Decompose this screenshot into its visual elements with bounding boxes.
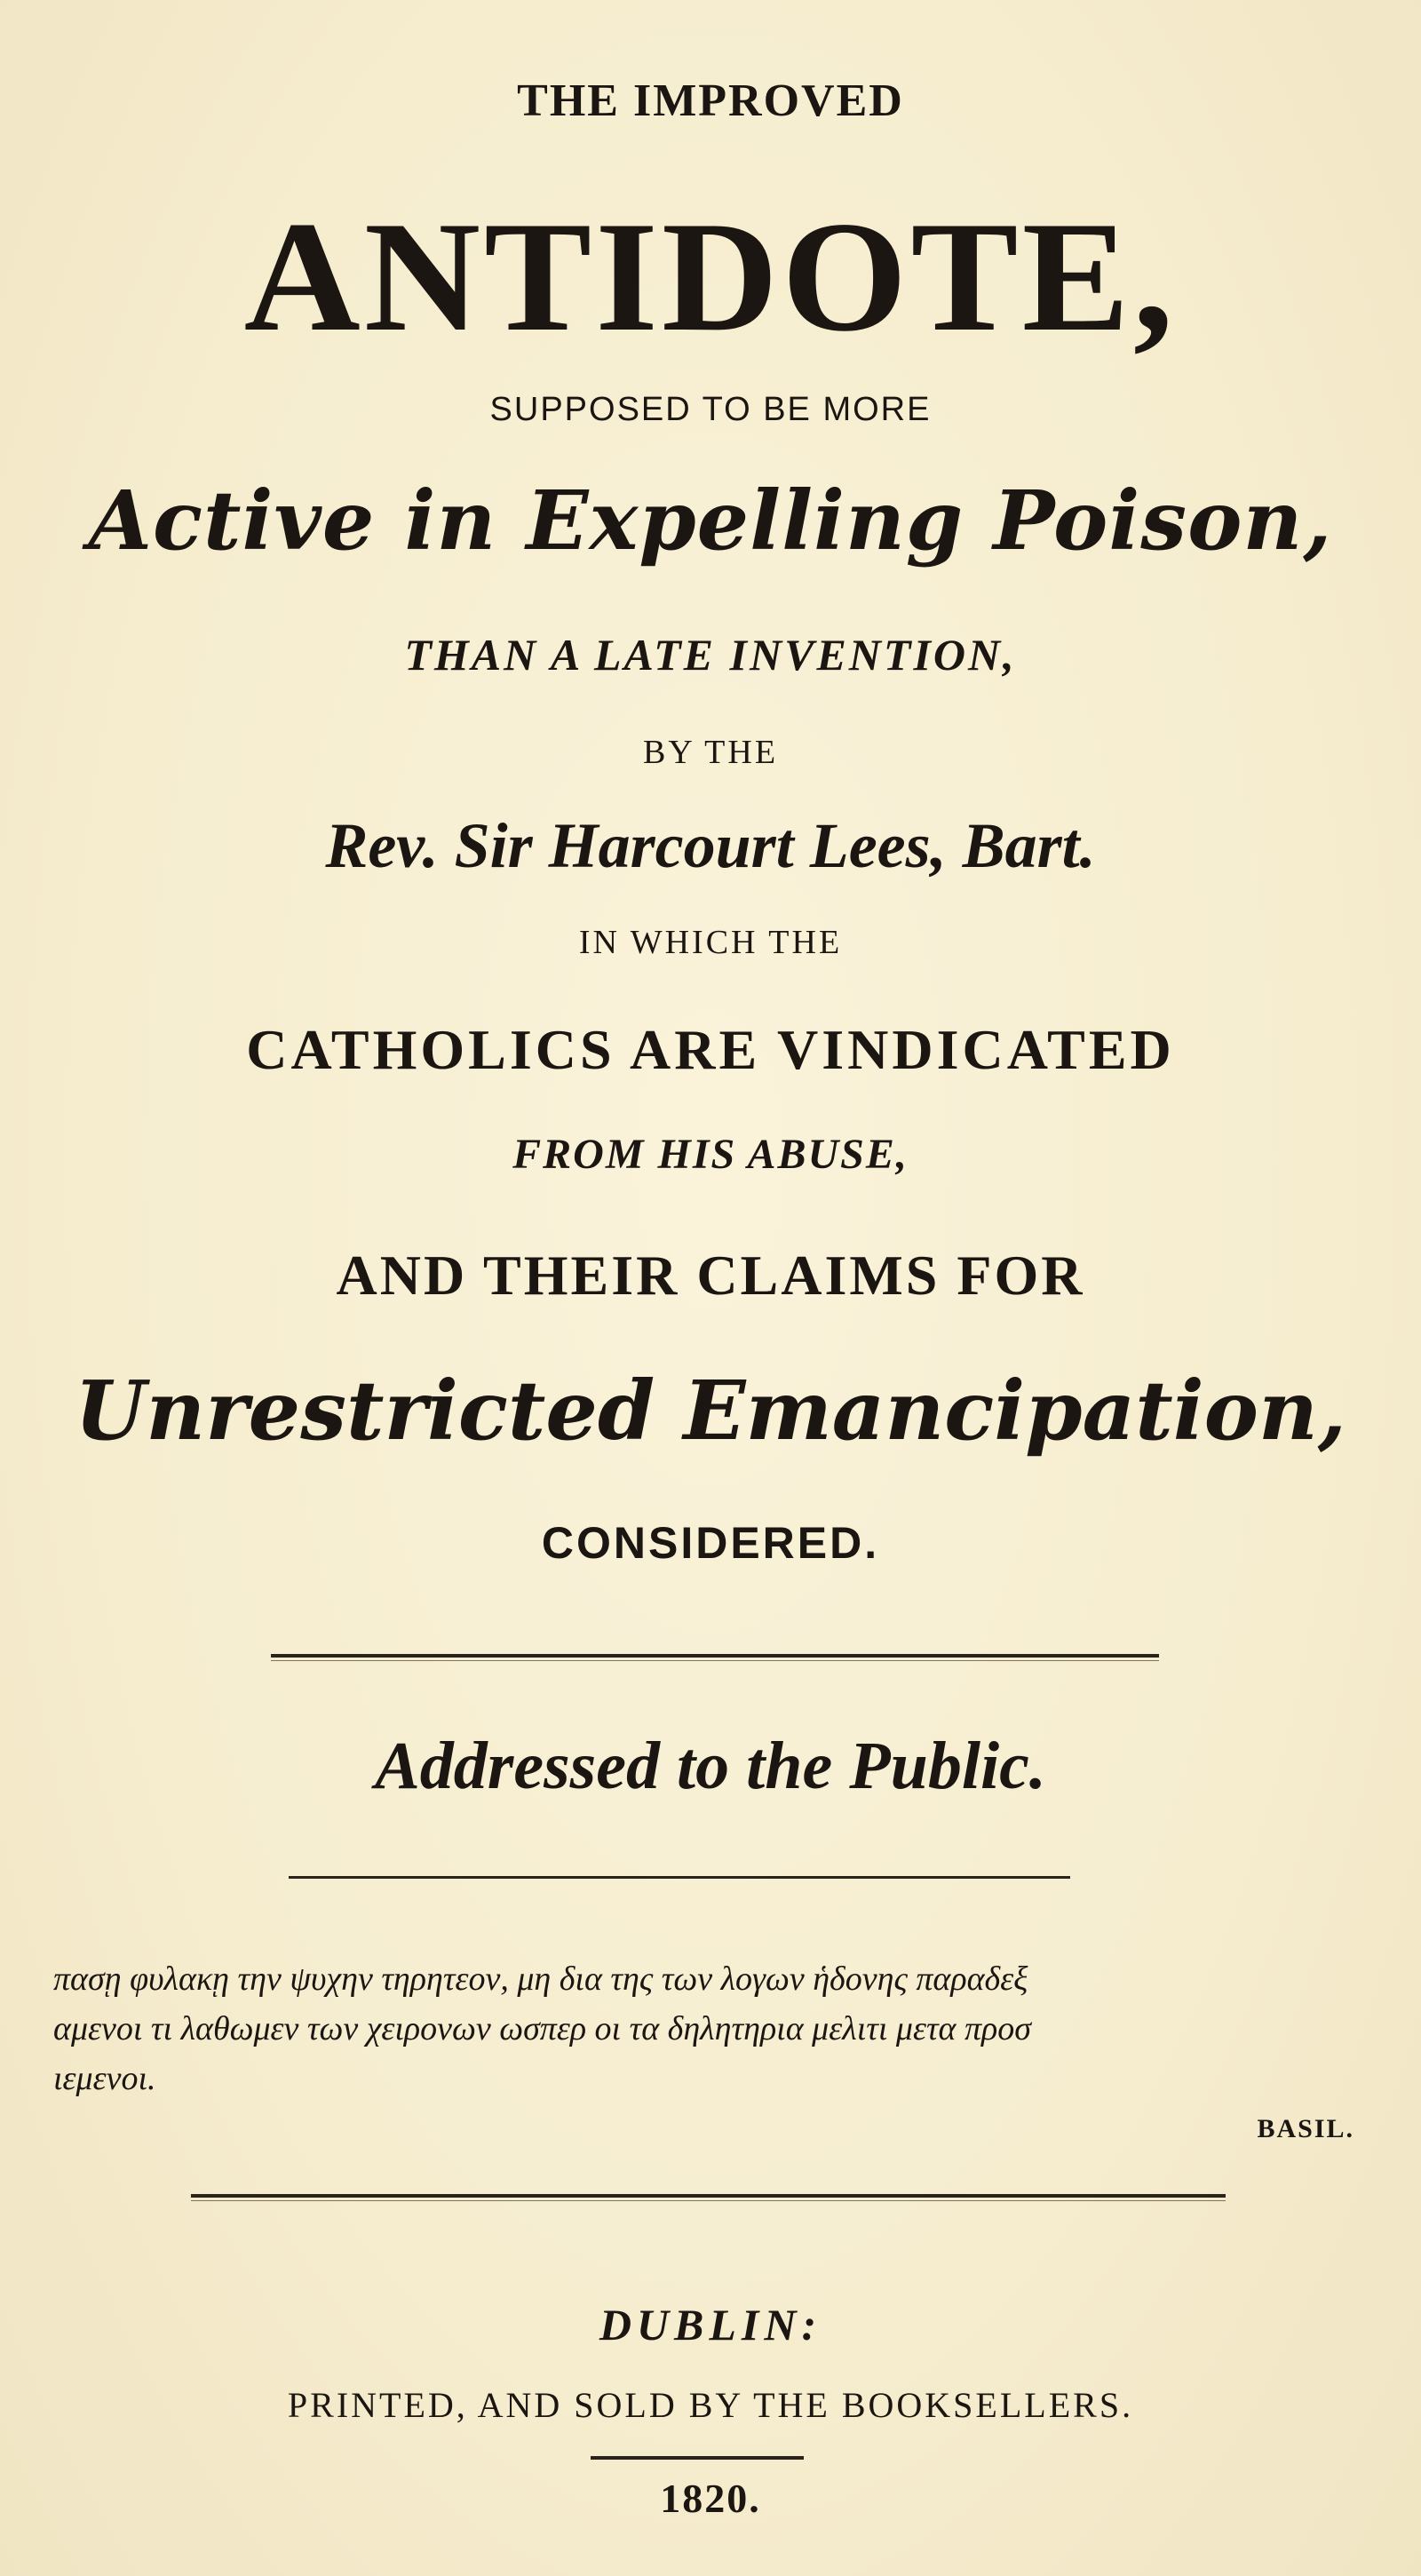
blackletter-line-unrestricted: Unrestricted Emancipation, bbox=[75, 1363, 1346, 1459]
main-title-antidote: ANTIDOTE, bbox=[243, 188, 1178, 364]
divider-rule bbox=[289, 1876, 1070, 1879]
title-line-than: THAN A LATE INVENTION, bbox=[404, 630, 1017, 680]
title-line-from-his-abuse: FROM HIS ABUSE, bbox=[512, 1131, 909, 1178]
divider-rule bbox=[271, 1660, 1159, 1661]
imprint-place: DUBLIN: bbox=[599, 2300, 822, 2349]
divider-rule bbox=[191, 2194, 1226, 2198]
divider-rule bbox=[271, 1654, 1159, 1658]
title-line-considered: CONSIDERED. bbox=[541, 1518, 880, 1568]
epigraph-line: πασῃ φυλακῃ την ψυχην τηρητεον, μη δια της των λογων ἡδονης παραδεξ bbox=[53, 1960, 1028, 1998]
title-line-and-their-claims: AND THEIR CLAIMS FOR bbox=[336, 1244, 1085, 1307]
epigraph-line: αμενοι τι λαθωμεν των χειρονων ωσπερ οι τα δηλητηρια μελιτι μετα προσ bbox=[53, 2010, 1032, 2047]
imprint-year: 1820. bbox=[660, 2476, 761, 2521]
divider-rule-short bbox=[591, 2456, 804, 2460]
epigraph-attribution: BASIL. bbox=[1257, 2114, 1354, 2143]
author-line: Rev. Sir Harcourt Lees, Bart. bbox=[325, 810, 1096, 881]
title-line-supposed: SUPPOSED TO BE MORE bbox=[489, 391, 932, 428]
title-line-the-improved: THE IMPROVED bbox=[517, 76, 904, 126]
greek-epigraph bbox=[53, 1954, 1377, 2103]
epigraph-line: ιεμενοι. bbox=[53, 2060, 156, 2097]
blackletter-line-active: Active in Expelling Poison, bbox=[88, 473, 1333, 568]
title-line-catholics: CATHOLICS ARE VINDICATED bbox=[246, 1018, 1175, 1081]
title-line-in-which: IN WHICH THE bbox=[578, 924, 843, 961]
title-line-by-the: BY THE bbox=[642, 734, 779, 771]
imprint-printer: PRINTED, AND SOLD BY THE BOOKSELLERS. bbox=[287, 2385, 1134, 2425]
divider-rule bbox=[191, 2200, 1226, 2201]
address-line: Addressed to the Public. bbox=[375, 1729, 1046, 1803]
